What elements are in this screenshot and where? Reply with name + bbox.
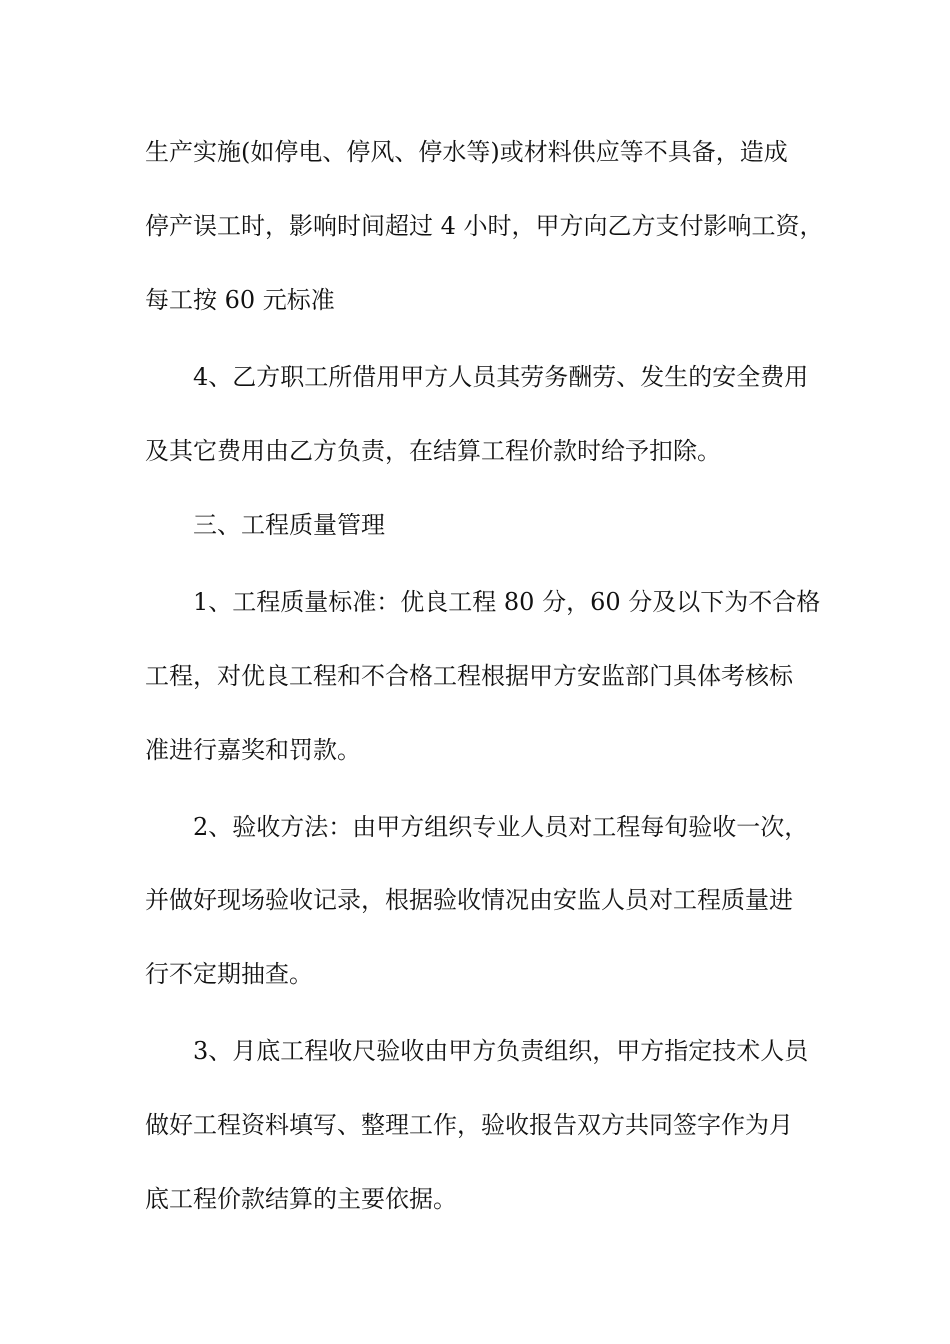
text-line: 工程，对优良工程和不合格工程根据甲方安监部门具体考核标 <box>145 662 793 690</box>
text-line: 3、月底工程收尺验收由甲方负责组织，甲方指定技术人员 <box>193 1037 809 1065</box>
text-line: 生产实施(如停电、停风、停水等)或材料供应等不具备，造成 <box>145 138 788 166</box>
text-line: 并做好现场验收记录，根据验收情况由安监人员对工程质量进 <box>145 886 793 914</box>
text-line: 每工按 60 元标准 <box>145 286 335 314</box>
text-line: 做好工程资料填写、整理工作，验收报告双方共同签字作为月 <box>145 1111 793 1139</box>
text-line: 2、验收方法：由甲方组织专业人员对工程每旬验收一次， <box>193 813 809 841</box>
text-line: 停产误工时，影响时间超过 4 小时，甲方向乙方支付影响工资， <box>145 212 824 240</box>
text-line: 4、乙方职工所借用甲方人员其劳务酬劳、发生的安全费用 <box>193 363 809 391</box>
text-line: 1、工程质量标准：优良工程 80 分，60 分及以下为不合格 <box>193 588 821 616</box>
text-line: 底工程价款结算的主要依据。 <box>145 1185 457 1213</box>
section-heading: 三、工程质量管理 <box>193 511 385 539</box>
text-line: 准进行嘉奖和罚款。 <box>145 736 361 764</box>
text-line: 及其它费用由乙方负责，在结算工程价款时给予扣除。 <box>145 437 721 465</box>
text-line: 行不定期抽查。 <box>145 960 313 988</box>
